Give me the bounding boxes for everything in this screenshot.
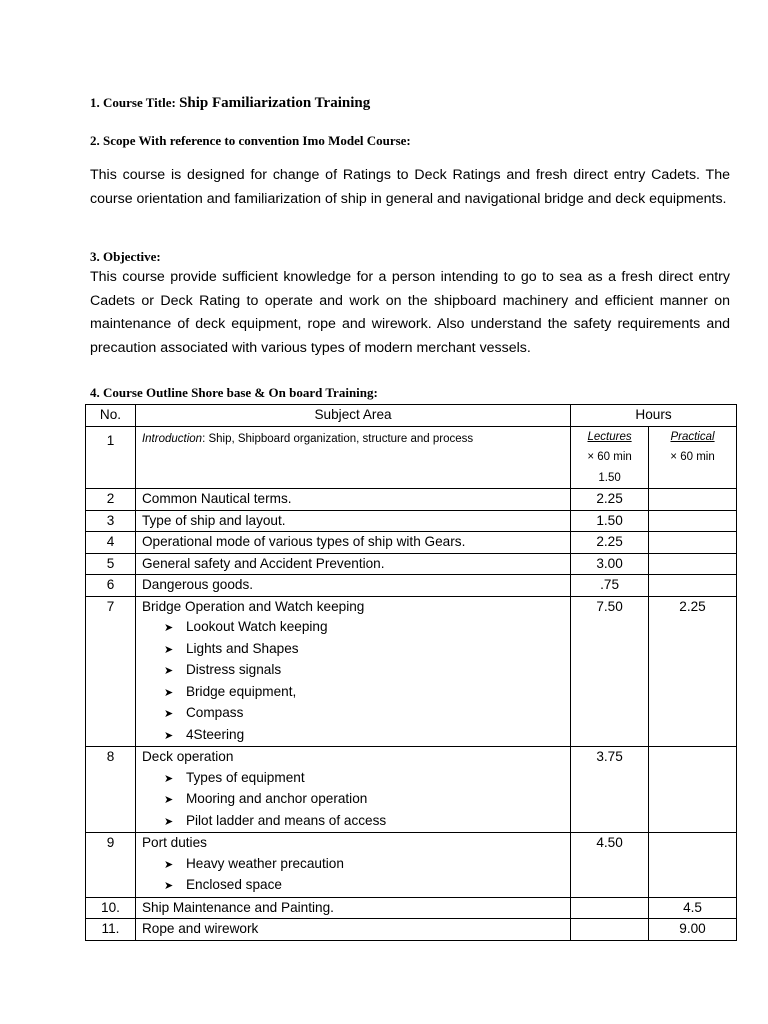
row-subject [135, 596, 570, 747]
bullet-list [142, 854, 564, 897]
table-row [86, 553, 737, 575]
row-lectures: .75 [571, 575, 649, 597]
bullet-item [164, 768, 564, 790]
lectures-value: 1.50 [598, 471, 621, 484]
row-practical [649, 510, 737, 532]
bullet-text: Mooring and anchor operation [185, 791, 368, 806]
row-subject [135, 510, 570, 532]
bullet-item [164, 875, 564, 897]
bullet-text: Lights and Shapes [185, 640, 299, 656]
row-no: 4 [86, 532, 136, 554]
header-hours: Hours [571, 405, 737, 427]
row-practical [649, 532, 737, 554]
practical-label: Practical [670, 430, 715, 443]
arrow-bullet-icon: ➤ [163, 729, 174, 742]
table-row [86, 596, 737, 747]
table-header-row [86, 405, 737, 427]
row-practical: 4.5 [649, 897, 737, 919]
row-no: 3 [86, 510, 136, 532]
row-practical: 2.25 [649, 596, 737, 747]
bullet-item [164, 811, 564, 833]
row-lectures: 4.50 [571, 833, 649, 898]
bullet-text: Compass [185, 705, 244, 720]
row-lectures: 7.50 [571, 596, 649, 747]
bullet-item [164, 703, 564, 725]
row-subject-label: Rope and wirework [141, 921, 259, 936]
table-row [86, 747, 737, 833]
row-subject-label: Common Nautical terms. [141, 491, 292, 506]
table-row [86, 510, 737, 532]
row-subject-label: Operational mode of various types of ship with Gears. [141, 534, 466, 549]
row-subject [135, 747, 570, 833]
arrow-bullet-icon: ➤ [163, 686, 174, 699]
bullet-text: Bridge equipment, [185, 683, 297, 699]
table-row [86, 489, 737, 511]
row-subject-label: Ship Maintenance and Painting. [141, 899, 334, 915]
lectures-label: Lectures [587, 430, 632, 443]
bullet-text: Distress signals [185, 662, 282, 677]
course-title-line [90, 95, 370, 112]
row-no: 1 [86, 426, 136, 489]
table-row [86, 532, 737, 554]
bullet-text: Pilot ladder and means of access [185, 812, 387, 828]
header-no: No. [86, 405, 136, 427]
row-practical [649, 747, 737, 833]
row-subject-label: General safety and Accident Prevention. [141, 555, 385, 571]
bullet-text: 4Steering [185, 726, 245, 742]
arrow-bullet-icon: ➤ [163, 665, 174, 677]
bullet-item [164, 725, 564, 747]
lectures-unit: × 60 min [587, 451, 632, 463]
bullet-item [164, 682, 564, 704]
arrow-bullet-icon: ➤ [163, 794, 174, 806]
row-lectures: 3.75 [571, 747, 649, 833]
arrow-bullet-icon: ➤ [163, 622, 174, 634]
bullet-item [164, 639, 564, 661]
row-no: 10. [86, 897, 136, 919]
scope-text: This course is designed for change of Ratings to Deck Ratings and fresh direct entry Cadets. The course orientation and familiarization of ship in general and navigational bridge and deck equipments. [90, 167, 730, 207]
bullet-list [142, 768, 564, 833]
row-subject [135, 833, 570, 898]
arrow-bullet-icon: ➤ [163, 772, 174, 785]
arrow-bullet-icon: ➤ [163, 880, 174, 892]
row-subject [135, 426, 570, 489]
row-no: 6 [86, 575, 136, 597]
lectures-cell [571, 426, 649, 489]
row-practical [649, 575, 737, 597]
table-row [86, 575, 737, 597]
table-row [86, 919, 737, 941]
row-lectures: 3.00 [571, 553, 649, 575]
course-title: Ship Familiarization Training [179, 95, 371, 111]
bullet-item [164, 854, 564, 876]
row-practical: 9.00 [649, 919, 737, 941]
row-lectures: 1.50 [571, 510, 649, 532]
scope-heading: 2. Scope With reference to convention Imo Model Course: [90, 133, 411, 148]
row-subject-label: Deck operation [141, 749, 234, 764]
row-subject-label: Bridge Operation and Watch keeping [141, 598, 365, 614]
bullet-item [164, 660, 564, 682]
bullet-item [164, 789, 564, 811]
subject-rest: : Ship, Shipboard organization, structure and process [202, 432, 474, 445]
row-lectures [571, 919, 649, 941]
row-subject [135, 575, 570, 597]
arrow-bullet-icon: ➤ [163, 858, 174, 871]
row-no: 9 [86, 833, 136, 898]
course-outline-table [85, 404, 737, 941]
row-no: 5 [86, 553, 136, 575]
objective-text: This course provide sufficient knowledge for a person intending to go to sea as a fresh direct entry Cadets or Deck Rating to operate and work on the shipboard machinery and efficient manner on maintenance of deck equipment, rope and wirework. Also understand the safety requirements and precaution associated with various types of modern merchant vessels. [90, 269, 730, 356]
row-subject-label: Type of ship and layout. [141, 512, 286, 528]
row-no: 2 [86, 489, 136, 511]
table-body [86, 489, 737, 941]
row-no: 7 [86, 596, 136, 747]
subject-italic: Introduction [141, 432, 203, 445]
course-title-prefix: 1. Course Title: [90, 95, 176, 110]
row-practical [649, 489, 737, 511]
bullet-text: Enclosed space [185, 877, 282, 892]
bullet-text: Lookout Watch keeping [185, 619, 328, 634]
row-subject [135, 553, 570, 575]
arrow-bullet-icon: ➤ [163, 708, 174, 720]
objective-heading: 3. Objective: [90, 249, 161, 264]
bullet-item [164, 617, 564, 639]
arrow-bullet-icon: ➤ [163, 815, 174, 828]
row-subject [135, 919, 570, 941]
bullet-text: Heavy weather precaution [185, 855, 344, 871]
arrow-bullet-icon: ➤ [163, 643, 174, 656]
outline-heading: 4. Course Outline Shore base & On board Training: [90, 385, 378, 400]
row-subject [135, 532, 570, 554]
row-subject-label: Dangerous goods. [141, 577, 254, 592]
row-subject-label: Port duties [141, 835, 207, 850]
practical-cell [649, 426, 737, 489]
row-practical [649, 553, 737, 575]
bullet-text: Types of equipment [185, 769, 305, 785]
bullet-list [142, 617, 564, 746]
row-practical [649, 833, 737, 898]
row-lectures: 2.25 [571, 489, 649, 511]
row-no: 11. [86, 919, 136, 941]
header-subject: Subject Area [135, 405, 570, 427]
row-lectures [571, 897, 649, 919]
row-lectures: 2.25 [571, 532, 649, 554]
row-no: 8 [86, 747, 136, 833]
table-row [86, 897, 737, 919]
row-subject [135, 897, 570, 919]
practical-unit: × 60 min [670, 451, 715, 463]
table-row [86, 833, 737, 898]
table-row [86, 426, 737, 489]
row-subject [135, 489, 570, 511]
